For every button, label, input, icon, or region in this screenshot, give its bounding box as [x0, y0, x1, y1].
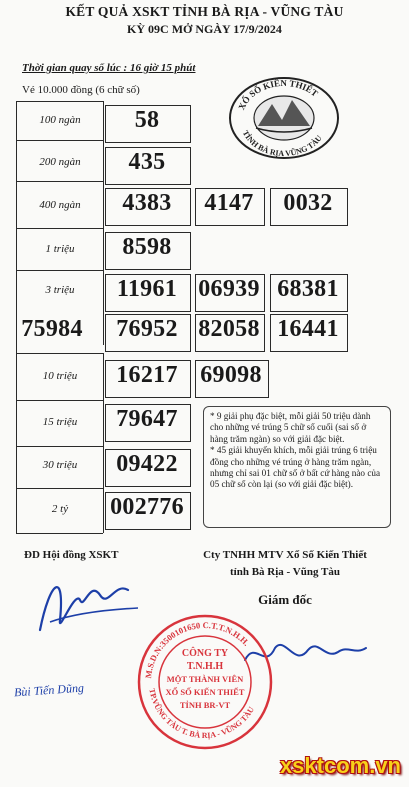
prize-label-200k: 200 ngàn	[39, 156, 81, 168]
winning-number: 75984	[21, 316, 83, 342]
company-province: tỉnh Bà Rịa - Vũng Tàu	[230, 566, 340, 578]
lottery-logo	[224, 70, 344, 160]
prize-label-30m: 30 triệu	[42, 459, 78, 471]
stamp-line: TỈNH BR-VT	[179, 700, 231, 710]
stamp-line: MỘT THÀNH VIÊN	[166, 674, 244, 684]
winning-number: 76952	[116, 316, 178, 342]
logo-text-top: XỔ SỐ KIẾN THIẾT	[236, 77, 320, 112]
page-title: KẾT QUẢ XSKT TỈNH BÀ RỊA - VŨNG TÀU	[65, 4, 344, 19]
prize-label-10m: 10 triệu	[42, 370, 78, 382]
logo-text-bottom: TỈNH BÀ RỊA VŨNG TÀU	[240, 128, 324, 159]
winning-number: 4147	[204, 190, 254, 216]
winning-number: 4383	[122, 190, 172, 216]
prize-label-3m: 3 triệu	[45, 284, 75, 296]
winning-number: 435	[128, 149, 166, 175]
winning-number: 06939	[198, 276, 260, 302]
prize-label-2b: 2 tỷ	[51, 503, 69, 515]
grid-line	[16, 270, 103, 271]
site-watermark: xsktcom.vn	[279, 753, 401, 778]
grid-line	[16, 181, 103, 182]
draw-period: KỲ 09C MỞ NGÀY 17/9/2024	[127, 22, 282, 36]
prize-label-100k: 100 ngàn	[39, 114, 81, 126]
ticket-info: Vé 10.000 đồng (6 chữ số)	[22, 84, 140, 96]
special-prize-number: 002776	[110, 494, 184, 520]
grid-line	[103, 101, 104, 345]
winning-number: 68381	[277, 276, 339, 302]
grid-line	[16, 353, 103, 354]
winning-number: 11961	[116, 276, 178, 302]
director-role: Giám đốc	[258, 592, 312, 607]
council-signature	[20, 560, 150, 650]
grid-line	[16, 101, 103, 102]
grid-line	[16, 488, 103, 489]
winning-number: 8598	[122, 234, 172, 260]
winning-number: 16441	[277, 316, 339, 342]
winning-number: 82058	[198, 316, 260, 342]
note-consolation: * 9 giải phụ đặc biệt, mỗi giải 50 triệu dành cho những vé trúng 5 chữ số cuối (sai số ở hàng trăm ngàn) so với giải đặc biệt.	[210, 411, 371, 444]
winning-number: 09422	[116, 451, 178, 477]
stamp-line: CÔNG TY	[181, 648, 229, 659]
grid-line	[16, 400, 103, 401]
grid-line	[16, 446, 103, 447]
grid-line	[16, 533, 103, 534]
council-signature-name: Bùi Tiến Dũng	[13, 680, 85, 700]
prize-label-1m: 1 triệu	[45, 243, 75, 255]
draw-time: Thời gian quay số lúc : 16 giờ 15 phút	[22, 62, 196, 74]
grid-line	[16, 140, 103, 141]
winning-number: 0032	[283, 190, 333, 216]
winning-number: 69098	[200, 362, 262, 388]
winning-number: 79647	[116, 406, 178, 432]
note-encouragement: * 45 giải khuyến khích, mỗi giải trúng 6 triệu đồng cho những vé trúng ở hàng trăm ngàn, nhưng chỉ sai 01 chữ số ở bất cứ hàng nào của 05 chữ số còn lại (so với giải đặc biệt).	[210, 445, 381, 490]
company-stamp	[135, 612, 275, 752]
winning-number: 16217	[116, 362, 178, 388]
council-title: ĐD Hội đồng XSKT	[24, 549, 119, 561]
stamp-line: XỔ SỐ KIẾN THIẾT	[165, 687, 245, 697]
grid-line	[16, 228, 103, 229]
prize-label-15m: 15 triệu	[42, 416, 78, 428]
company-title: Cty TNHH MTV Xổ Số Kiến Thiết	[203, 549, 367, 561]
stamp-bottom-ring: TP.VŨNG TÀU T. BÀ RỊA - VŨNG TÀU	[147, 687, 256, 741]
stamp-line: T.N.H.H	[186, 661, 224, 672]
prize-label-400k: 400 ngàn	[39, 199, 81, 211]
stamp-ring-text: M.S.D.N:3500101650 C.T.T.N.H.H.	[143, 619, 252, 679]
prize-notes	[203, 406, 391, 528]
winning-number: 58	[134, 107, 160, 133]
